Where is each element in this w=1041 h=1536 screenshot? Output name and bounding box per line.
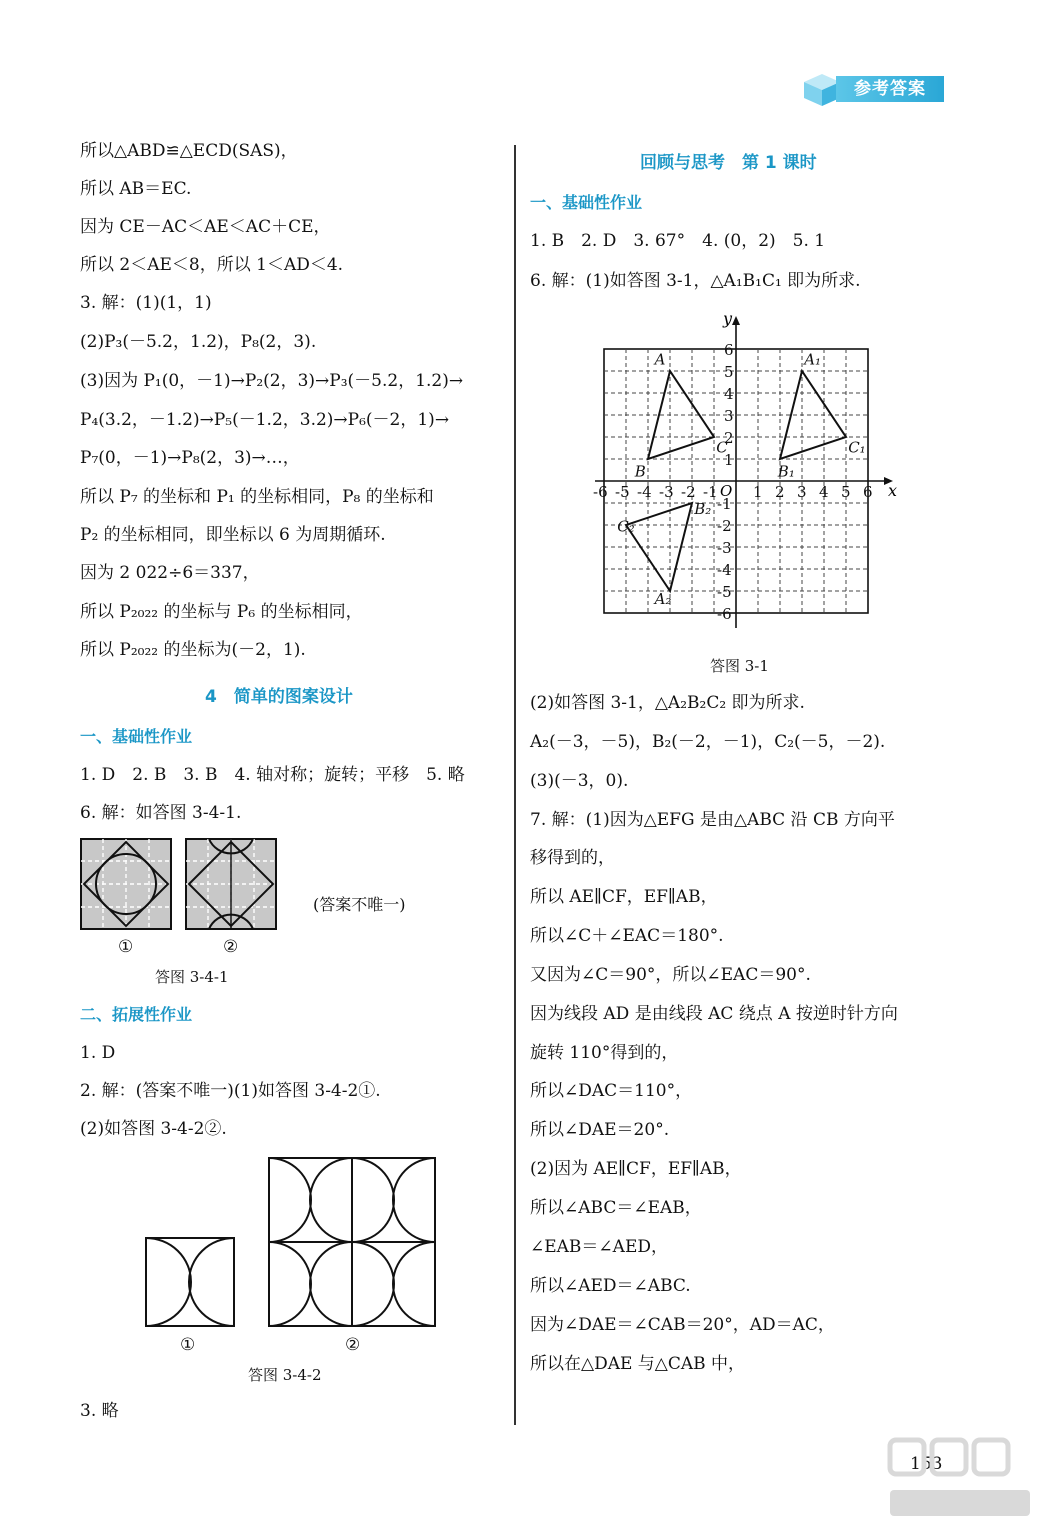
left-line: 3. 解：(1)(1，1) <box>80 293 212 313</box>
vertex-label: B <box>634 462 646 481</box>
right-line: (2)因为 AE∥CF，EF∥AB， <box>530 1159 742 1179</box>
extended-line: 1. D <box>80 1043 116 1063</box>
left-line: 因为 CE－AC＜AE＜AC＋CE， <box>80 217 331 237</box>
vertex-label: C <box>716 438 728 457</box>
figure-note: (答案不唯一) <box>313 895 406 914</box>
y-tick-label: 3 <box>724 407 734 425</box>
extended-line: 2. 解：(答案不唯一)(1)如答图 3-4-2①. <box>80 1081 381 1101</box>
right-line: 所以∠DAE＝20°. <box>530 1120 670 1140</box>
vertex-label: B₁ <box>777 462 795 481</box>
y-tick-label: -3 <box>717 539 732 557</box>
x-tick-label: 2 <box>775 483 785 501</box>
figure-label: ① <box>118 937 134 957</box>
y-axis-arrow <box>732 316 740 325</box>
left-line: 所以 2＜AE＜8，所以 1＜AD＜4. <box>80 255 344 275</box>
page-number: 153 <box>910 1454 943 1474</box>
right-line: (3)(－3，0). <box>530 771 629 791</box>
left-line: 因为 2 022÷6＝337， <box>80 563 260 583</box>
left-line: 所以 AB＝EC. <box>80 179 192 199</box>
x-tick-label: -5 <box>615 483 630 501</box>
vertex-label: A₂ <box>654 590 672 609</box>
left-line: 所以 P₇ 的坐标和 P₁ 的坐标相同，P₈ 的坐标和 <box>80 487 434 507</box>
right-line: 因为线段 AD 是由线段 AC 绕点 A 按逆时针方向 <box>530 1004 898 1024</box>
right-line: 所以∠DAC＝110°， <box>530 1081 693 1101</box>
answers-line: 1. B 2. D 3. 67° 4. (0，2) 5. 1 <box>530 231 826 251</box>
figure-label: ① <box>180 1335 196 1355</box>
vertex-label: A <box>654 350 666 369</box>
pattern-figure-3 <box>145 1237 237 1329</box>
right-line: 旋转 110°得到的， <box>530 1043 679 1063</box>
extended-line: 3. 略 <box>80 1401 119 1421</box>
y-tick-label: -5 <box>717 583 732 601</box>
y-tick-label: -1 <box>717 495 732 513</box>
x-tick-label: 4 <box>819 483 829 501</box>
right-line: 移得到的， <box>530 848 615 868</box>
x-axis-label: x <box>888 481 898 500</box>
extended-line: (2)如答图 3-4-2②. <box>80 1119 227 1139</box>
graph-caption: 答图 3-1 <box>710 657 769 675</box>
watermark-logo <box>880 1430 1040 1530</box>
left-line: P₂ 的坐标相同，即坐标以 6 为周期循环. <box>80 525 386 545</box>
x-tick-label: -6 <box>593 483 608 501</box>
y-axis-label: y <box>723 310 733 328</box>
right-line: 所以 AE∥CF，EF∥AB， <box>530 887 718 907</box>
left-line: (3)因为 P₁(0，－1)→P₂(2，3)→P₃(－5.2，1.2)→ <box>80 371 464 391</box>
x-tick-label: -3 <box>659 483 674 501</box>
subsection-basic: 一、基础性作业 <box>80 727 193 746</box>
answers-line: 1. D 2. B 3. B 4. 轴对称；旋转；平移 5. 略 <box>80 765 465 785</box>
vertex-label: C₂ <box>617 517 635 536</box>
y-tick-label: 4 <box>724 385 734 403</box>
origin-label: O <box>720 482 733 500</box>
right-line: 又因为∠C＝90°，所以∠EAC＝90°. <box>530 965 811 985</box>
left-line: 所以 P₂₀₂₂ 的坐标与 P₆ 的坐标相同， <box>80 602 363 622</box>
subsection-basic: 一、基础性作业 <box>530 193 643 212</box>
right-line: 因为∠DAE＝∠CAB＝20°，AD＝AC， <box>530 1315 835 1335</box>
figure-label: ② <box>345 1335 361 1355</box>
left-line: 所以△ABD≌△ECD(SAS)， <box>80 141 298 161</box>
x-tick-label: -1 <box>703 483 718 501</box>
x-tick-label: 5 <box>841 483 851 501</box>
answer-header <box>800 72 950 106</box>
answer-badge: 参考答案 <box>836 76 944 102</box>
figure-label: ② <box>223 937 239 957</box>
section-title: 4 简单的图案设计 <box>205 687 353 707</box>
x-tick-label: 3 <box>797 483 807 501</box>
y-tick-label: 5 <box>724 363 734 381</box>
question-6: 6. 解：如答图 3-4-1. <box>80 803 242 823</box>
column-divider <box>514 145 516 1425</box>
x-tick-label: -4 <box>637 483 652 501</box>
right-line: 所以∠ABC＝∠EAB， <box>530 1198 702 1218</box>
right-line: 7. 解：(1)因为△EFG 是由△ABC 沿 CB 方向平 <box>530 810 895 830</box>
x-tick-label: -2 <box>681 483 696 501</box>
pattern-figure-4 <box>268 1157 438 1329</box>
right-line: A₂(－3，－5)，B₂(－2，－1)，C₂(－5，－2). <box>530 732 886 752</box>
right-line: (2)如答图 3-1，△A₂B₂C₂ 即为所求. <box>530 693 805 713</box>
x-tick-label: 1 <box>753 483 763 501</box>
pattern-figure-2 <box>185 838 277 930</box>
right-line: 所以∠AED＝∠ABC. <box>530 1276 691 1296</box>
y-tick-label: 2 <box>724 429 734 447</box>
left-line: (2)P₃(－5.2，1.2)，P₈(2，3). <box>80 332 317 352</box>
right-line: ∠EAB＝∠AED， <box>530 1237 668 1257</box>
left-line: 所以 P₂₀₂₂ 的坐标为(－2，1). <box>80 640 306 660</box>
y-tick-label: 1 <box>724 451 734 469</box>
figure-caption: 答图 3-4-2 <box>248 1366 322 1384</box>
vertex-label: B₂ <box>694 500 712 518</box>
right-line: 所以在△DAE 与△CAB 中， <box>530 1354 746 1374</box>
y-tick-label: -4 <box>717 561 732 579</box>
coordinate-graph <box>575 310 905 645</box>
y-tick-label: 6 <box>724 341 734 359</box>
y-tick-label: -2 <box>717 517 732 535</box>
figure-caption: 答图 3-4-1 <box>155 968 229 986</box>
left-line: P₇(0，－1)→P₈(2，3)→…， <box>80 448 300 468</box>
vertex-label: A₁ <box>804 350 822 369</box>
right-title: 回顾与思考 第 1 课时 <box>640 153 817 173</box>
question-6: 6. 解：(1)如答图 3-1，△A₁B₁C₁ 即为所求. <box>530 271 861 291</box>
vertex-label: C₁ <box>848 438 866 457</box>
x-tick-label: 6 <box>863 483 873 501</box>
y-tick-label: -6 <box>717 605 732 623</box>
pattern-figure-1 <box>80 838 172 930</box>
right-line: 所以∠C＋∠EAC＝180°. <box>530 926 724 946</box>
left-line: P₄(3.2，－1.2)→P₅(－1.2，3.2)→P₆(－2，1)→ <box>80 410 450 430</box>
subsection-extended: 二、拓展性作业 <box>80 1005 193 1024</box>
